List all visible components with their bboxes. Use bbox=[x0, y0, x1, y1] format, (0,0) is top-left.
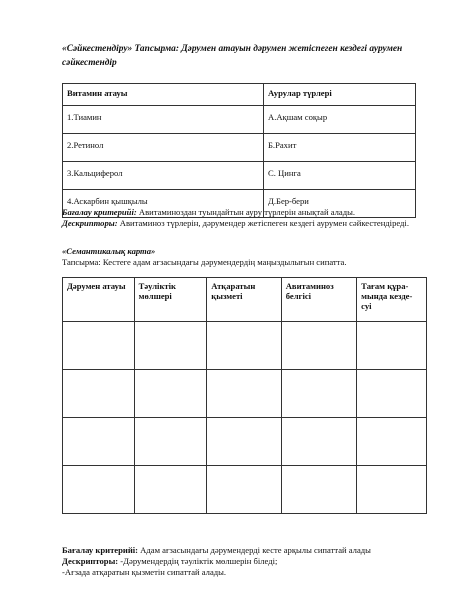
table-cell[interactable] bbox=[207, 370, 281, 418]
criterion-line bbox=[62, 207, 462, 218]
descriptor-line: -Ағзада атқаратын қызметін сипаттай алады. bbox=[62, 567, 227, 577]
descriptor-text: -Дәрумендердің тәуліктік мөлшерін біледі; bbox=[118, 556, 278, 566]
table-cell[interactable] bbox=[63, 322, 135, 370]
table-cell[interactable] bbox=[357, 466, 427, 514]
table-cell[interactable] bbox=[207, 418, 281, 466]
column-header: Авитаминоз белгісі bbox=[281, 278, 356, 322]
table-cell[interactable] bbox=[281, 322, 356, 370]
table-row bbox=[63, 418, 427, 466]
table-cell: 2.Ретинол bbox=[63, 134, 264, 162]
table-cell[interactable] bbox=[134, 322, 207, 370]
column-header: Тәуліктік мөлшері bbox=[134, 278, 207, 322]
column-header: Дәрумен атауы bbox=[63, 278, 135, 322]
semantic-map-task: Тапсырма: Кестеге адам ағзасындағы дәрумендердің маңыздылығын сипатта. bbox=[62, 257, 347, 267]
semantic-map-table bbox=[62, 277, 427, 514]
criterion-text: Авитаминоздан туындайтын ауру түрлерін анықтай алады. bbox=[136, 207, 356, 217]
table-cell[interactable] bbox=[357, 418, 427, 466]
table-row bbox=[63, 162, 416, 190]
table-cell[interactable] bbox=[207, 466, 281, 514]
table-cell[interactable] bbox=[281, 466, 356, 514]
vitamin-disease-table bbox=[62, 83, 416, 218]
table-cell[interactable] bbox=[281, 418, 356, 466]
table-cell[interactable] bbox=[63, 370, 135, 418]
column-header: Атқаратын қызметі bbox=[207, 278, 281, 322]
column-header: Витамин атауы bbox=[63, 84, 264, 106]
table-cell[interactable] bbox=[134, 418, 207, 466]
table-cell: С. Цинга bbox=[264, 162, 416, 190]
descriptor-line bbox=[62, 218, 462, 229]
table-row bbox=[63, 134, 416, 162]
table-cell: 4.Аскарбин қышқылы bbox=[63, 190, 264, 218]
table-cell[interactable] bbox=[207, 322, 281, 370]
assessment-criteria-2 bbox=[62, 545, 462, 578]
criterion-text: Адам ағзасындағы дәрумендерді кесте арқылы сипаттай алады bbox=[138, 545, 371, 555]
descriptor-text: Авитаминоз түрлерін, дәрумендер жетіспеген кездегі аурумен сәйкестендіреді. bbox=[117, 218, 409, 228]
column-header: Аурулар түрлері bbox=[264, 84, 416, 106]
table-cell[interactable] bbox=[281, 370, 356, 418]
table-row bbox=[63, 322, 427, 370]
table-row bbox=[63, 370, 427, 418]
column-header: Тағам құра-мында кезде-суі bbox=[357, 278, 427, 322]
descriptor-line bbox=[62, 556, 462, 567]
semantic-map-title: «Семантикалық карта» bbox=[62, 246, 156, 256]
criterion-line bbox=[62, 545, 462, 556]
table-header-row bbox=[63, 278, 427, 322]
descriptor-label: Дескрипторы: bbox=[62, 556, 119, 566]
criterion-label: Бағалау критерийі: bbox=[62, 545, 139, 555]
table-cell: 3.Кальциферол bbox=[63, 162, 264, 190]
table-cell[interactable] bbox=[134, 370, 207, 418]
descriptor-label: Дескрипторы: bbox=[62, 218, 118, 228]
table-cell: А.Ақшам соқыр bbox=[264, 106, 416, 134]
table-cell[interactable] bbox=[357, 370, 427, 418]
table-cell[interactable] bbox=[63, 466, 135, 514]
table-cell[interactable] bbox=[63, 418, 135, 466]
assessment-criteria-1 bbox=[62, 207, 462, 229]
table-header-row bbox=[63, 84, 416, 106]
task-title: «Сәйкестендіру» Тапсырма: Дәрумен атауын дәрумен жетіспеген кездегі аурумен сәйкестендір bbox=[62, 44, 403, 68]
table-row bbox=[63, 106, 416, 134]
criterion-label: Бағалау критерийі: bbox=[62, 207, 137, 217]
table-cell[interactable] bbox=[134, 466, 207, 514]
table-cell: 1.Тиамин bbox=[63, 106, 264, 134]
table-cell: Б.Рахит bbox=[264, 134, 416, 162]
table-cell: Д.Бер-бери bbox=[264, 190, 416, 218]
table-row bbox=[63, 466, 427, 514]
table-cell[interactable] bbox=[357, 322, 427, 370]
